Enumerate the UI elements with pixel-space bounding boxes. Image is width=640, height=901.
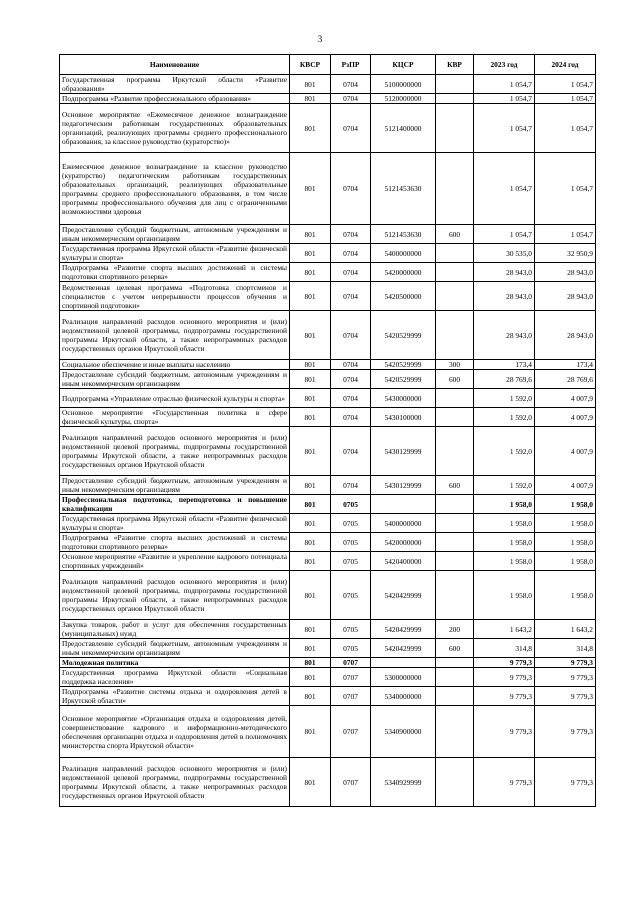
cell-2023: 30 535,0 [474,244,535,263]
cell-2024: 28 769,6 [535,370,596,389]
cell-kvsr: 801 [290,639,331,658]
table-row [60,427,596,476]
cell-kvsr: 801 [290,758,331,807]
cell-kvsr: 801 [290,571,331,620]
cell-kvr [436,408,474,427]
cell-kvr [436,706,474,758]
table-row [60,75,596,94]
cell-kcsr: 5420429999 [371,571,436,620]
cell-kvsr: 801 [290,668,331,687]
cell-kcsr: 5430129999 [371,427,436,476]
cell-2024: 28 943,0 [535,282,596,311]
cell-name: Профессиональная подготовка, переподготовка и повышение квалификации [60,495,290,514]
table-row [60,758,596,807]
table-row [60,533,596,552]
cell-kcsr: 5400000000 [371,514,436,533]
table-row [60,389,596,408]
cell-kcsr: 5100000000 [371,75,436,94]
cell-2024: 4 007,9 [535,389,596,408]
cell-kvr [436,427,474,476]
cell-kvsr: 801 [290,370,331,389]
cell-2024: 1 958,0 [535,514,596,533]
cell-2023: 1 054,7 [474,225,535,244]
cell-rzpr: 0704 [331,244,371,263]
cell-kvsr: 801 [290,389,331,408]
cell-kvsr: 801 [290,104,331,153]
cell-name: Реализация направлений расходов основного мероприятия и (или) ведомственной целевой программы, подпрограммы государственной программы Иркутской области, а также непрограммных расходов государственных органов Иркутской области [60,758,290,807]
cell-name: Ежемесячное денежное вознаграждение за классное руководство (кураторство) педагогическим работникам государственных образовательных организаций, реализующих образовательные программы среднего профессионального образования, в том числе программы профессионального обучения для лиц с ограниченными возможностями здоровья [60,153,290,225]
cell-2023: 28 769,6 [474,370,535,389]
cell-kvr [436,94,474,104]
cell-name: Социальное обеспечение и иные выплаты населению [60,360,290,370]
cell-rzpr: 0704 [331,263,371,282]
table-row [60,495,596,514]
cell-name: Реализация направлений расходов основного мероприятия и (или) ведомственной целевой программы, подпрограммы государственной программы Иркутской области, а также непрограммных расходов государственных органов Иркутской области [60,311,290,360]
cell-2024: 1 054,7 [535,104,596,153]
cell-2024: 314,8 [535,639,596,658]
table-row [60,620,596,639]
cell-kcsr: 5420500000 [371,282,436,311]
table-row [60,687,596,706]
cell-2024: 4 007,9 [535,427,596,476]
cell-kcsr: 5400000000 [371,244,436,263]
table-row [60,706,596,758]
cell-2024: 1 958,0 [535,552,596,571]
cell-rzpr: 0707 [331,706,371,758]
cell-kvsr: 801 [290,282,331,311]
cell-kvr [436,687,474,706]
cell-rzpr: 0707 [331,758,371,807]
cell-name: Реализация направлений расходов основного мероприятия и (или) ведомственной целевой программы, подпрограммы государственной программы Иркутской области, а также непрограммных расходов государственных органов Иркутской области [60,427,290,476]
table-row [60,658,596,668]
table-row [60,360,596,370]
cell-2023: 1 592,0 [474,427,535,476]
cell-name: Подпрограмма «Развитие спорта высших достижений и системы подготовки спортивного резерва» [60,533,290,552]
cell-kvr [436,495,474,514]
cell-name: Реализация направлений расходов основного мероприятия и (или) ведомственной целевой программы, подпрограммы государственной программы Иркутской области, а также непрограммных расходов государственных органов Иркутской области [60,571,290,620]
cell-kcsr: 5121400000 [371,104,436,153]
cell-name: Предоставление субсидий бюджетным, автономным учреждениям и иным некоммерческим организациям [60,639,290,658]
cell-2023: 28 943,0 [474,282,535,311]
cell-kvsr: 801 [290,552,331,571]
cell-kvsr: 801 [290,263,331,282]
cell-kvr: 600 [436,370,474,389]
cell-2023: 28 943,0 [474,263,535,282]
cell-kvr [436,758,474,807]
cell-2023: 1 643,2 [474,620,535,639]
cell-name: Подпрограмма «Развитие профессионального образования» [60,94,290,104]
cell-kvsr: 801 [290,706,331,758]
cell-kcsr: 5420429999 [371,639,436,658]
cell-2023: 1 958,0 [474,495,535,514]
cell-2024: 9 779,3 [535,658,596,668]
cell-2024: 173,4 [535,360,596,370]
cell-kvsr: 801 [290,495,331,514]
cell-kvsr: 801 [290,620,331,639]
cell-kcsr: 5420000000 [371,263,436,282]
cell-2023: 9 779,3 [474,706,535,758]
cell-2023: 9 779,3 [474,687,535,706]
cell-kvsr: 801 [290,153,331,225]
cell-2023: 1 958,0 [474,533,535,552]
cell-kvsr: 801 [290,533,331,552]
cell-rzpr: 0704 [331,225,371,244]
cell-2023: 1 054,7 [474,94,535,104]
table-row [60,153,596,225]
table-row [60,370,596,389]
table-row [60,244,596,263]
cell-kvr: 600 [436,639,474,658]
cell-kcsr: 5121453630 [371,153,436,225]
cell-2023: 9 779,3 [474,668,535,687]
cell-rzpr: 0704 [331,389,371,408]
header-2023: 2023 год [474,55,535,75]
cell-rzpr: 0704 [331,104,371,153]
cell-2023: 1 054,7 [474,153,535,225]
table-row [60,476,596,495]
cell-rzpr: 0704 [331,153,371,225]
cell-name: Предоставление субсидий бюджетным, автономным учреждениям и иным некоммерческим организациям [60,225,290,244]
cell-rzpr: 0707 [331,687,371,706]
cell-rzpr: 0704 [331,94,371,104]
table-row [60,571,596,620]
cell-rzpr: 0704 [331,476,371,495]
cell-rzpr: 0704 [331,370,371,389]
cell-kvr: 300 [436,360,474,370]
cell-name: Подпрограмма «Управление отраслью физической культуры и спорта» [60,389,290,408]
cell-kvr [436,104,474,153]
header-kcsr: КЦСР [371,55,436,75]
cell-kcsr: 5120000000 [371,94,436,104]
cell-2024: 9 779,3 [535,706,596,758]
cell-kcsr: 5420529999 [371,360,436,370]
cell-name: Основное мероприятие «Организация отдыха и оздоровления детей, совершенствование кадрового и информационно-методического обеспечения организации отдыха и оздоровления детей в полномочиях министерства спорта Иркутской области» [60,706,290,758]
cell-kcsr [371,658,436,668]
cell-kvsr: 801 [290,94,331,104]
cell-name: Государственная программа Иркутской области «Развитие физической культуры и спорта» [60,244,290,263]
cell-rzpr: 0705 [331,620,371,639]
cell-2024: 9 779,3 [535,668,596,687]
cell-name: Предоставление субсидий бюджетным, автономным учреждениям и иным некоммерческим организациям [60,476,290,495]
cell-name: Ведомственная целевая программа «Подготовка спортсменов и специалистов с учетом непрерывности процессов обучения и спортивной подготовки» [60,282,290,311]
table-row [60,514,596,533]
cell-2023: 1 958,0 [474,514,535,533]
table-row [60,311,596,360]
cell-2024: 9 779,3 [535,687,596,706]
cell-kvr [436,311,474,360]
table-row [60,639,596,658]
cell-kcsr: 5340929999 [371,758,436,807]
cell-kvr: 600 [436,225,474,244]
cell-kvsr: 801 [290,408,331,427]
cell-2023: 1 958,0 [474,571,535,620]
cell-kvsr: 801 [290,244,331,263]
cell-kvsr: 801 [290,225,331,244]
table-row [60,225,596,244]
page-number: 3 [317,34,323,44]
cell-rzpr: 0707 [331,658,371,668]
cell-kvsr: 801 [290,658,331,668]
table-header-row [60,55,596,75]
cell-2023: 28 943,0 [474,311,535,360]
cell-kvr [436,533,474,552]
cell-name: Государственная программа Иркутской области «Развитие образования» [60,75,290,94]
cell-2023: 1 592,0 [474,389,535,408]
header-kvsr: КВСР [290,55,331,75]
cell-rzpr: 0704 [331,75,371,94]
cell-name: Предоставление субсидий бюджетным, автономным учреждениям и иным некоммерческим организациям [60,370,290,389]
cell-rzpr: 0704 [331,360,371,370]
cell-2024: 1 643,2 [535,620,596,639]
cell-name: Государственная программа Иркутской области «Социальная поддержка населения» [60,668,290,687]
cell-rzpr: 0705 [331,495,371,514]
cell-2024: 1 054,7 [535,225,596,244]
table-body [60,75,596,807]
cell-kvr [436,153,474,225]
cell-kvr [436,282,474,311]
cell-kvr [436,389,474,408]
cell-name: Основное мероприятие «Государственная политика в сфере физической культуры, спорта» [60,408,290,427]
table-row [60,263,596,282]
cell-kcsr: 5420529999 [371,370,436,389]
cell-kvsr: 801 [290,514,331,533]
cell-name: Основное мероприятие «Развитие и укрепление кадрового потенциала спортивных учреждений» [60,552,290,571]
cell-2024: 1 054,7 [535,94,596,104]
cell-name: Молодежная политика [60,658,290,668]
table-row [60,104,596,153]
cell-kcsr: 5430100000 [371,408,436,427]
cell-name: Подпрограмма «Развитие системы отдыха и оздоровления детей в Иркутской области» [60,687,290,706]
header-name: Наименование [60,55,290,75]
cell-kcsr: 5430129999 [371,476,436,495]
cell-rzpr: 0705 [331,533,371,552]
table-row [60,94,596,104]
table-row [60,408,596,427]
cell-2023: 1 958,0 [474,552,535,571]
cell-kvr [436,668,474,687]
cell-kvr: 200 [436,620,474,639]
cell-2024: 32 950,9 [535,244,596,263]
cell-rzpr: 0705 [331,552,371,571]
cell-2024: 1 054,7 [535,75,596,94]
cell-kvsr: 801 [290,427,331,476]
cell-kcsr [371,495,436,514]
header-2024: 2024 год [535,55,596,75]
cell-2024: 28 943,0 [535,263,596,282]
cell-kvr [436,552,474,571]
cell-kvsr: 801 [290,687,331,706]
cell-2024: 1 054,7 [535,153,596,225]
cell-rzpr: 0704 [331,311,371,360]
cell-rzpr: 0704 [331,408,371,427]
cell-kvr [436,658,474,668]
cell-kcsr: 5430000000 [371,389,436,408]
cell-2024: 9 779,3 [535,758,596,807]
cell-rzpr: 0705 [331,639,371,658]
cell-rzpr: 0705 [331,571,371,620]
cell-2023: 1 054,7 [474,104,535,153]
cell-2023: 9 779,3 [474,658,535,668]
cell-rzpr: 0705 [331,514,371,533]
cell-rzpr: 0707 [331,668,371,687]
header-rzpr: РзПР [331,55,371,75]
cell-kcsr: 5300000000 [371,668,436,687]
table-row [60,282,596,311]
cell-kcsr: 5121453630 [371,225,436,244]
cell-kcsr: 5420429999 [371,620,436,639]
cell-2024: 4 007,9 [535,476,596,495]
cell-kvr [436,571,474,620]
cell-kvsr: 801 [290,75,331,94]
table-row [60,668,596,687]
cell-2024: 1 958,0 [535,571,596,620]
cell-kcsr: 5420000000 [371,533,436,552]
cell-kvr [436,263,474,282]
cell-kvr [436,75,474,94]
cell-2023: 1 054,7 [474,75,535,94]
cell-name: Подпрограмма «Развитие спорта высших достижений и системы подготовки спортивного резерва» [60,263,290,282]
cell-kcsr: 5420400000 [371,552,436,571]
cell-2023: 173,4 [474,360,535,370]
cell-kvsr: 801 [290,476,331,495]
table-row [60,552,596,571]
cell-2023: 314,8 [474,639,535,658]
cell-rzpr: 0704 [331,427,371,476]
cell-2023: 1 592,0 [474,476,535,495]
cell-name: Государственная программа Иркутской области «Развитие физической культуры и спорта» [60,514,290,533]
cell-rzpr: 0704 [331,282,371,311]
header-kvr: КВР [436,55,474,75]
cell-kvsr: 801 [290,311,331,360]
cell-kvr [436,244,474,263]
cell-2024: 1 958,0 [535,533,596,552]
cell-2024: 1 958,0 [535,495,596,514]
cell-2024: 4 007,9 [535,408,596,427]
cell-kcsr: 5340900000 [371,706,436,758]
cell-name: Закупка товаров, работ и услуг для обеспечения государственных (муниципальных) нужд [60,620,290,639]
cell-name: Основное мероприятие «Ежемесячное денежное вознаграждение педагогическим работникам государственных образовательных организаций, реализующих программы среднего профессионального образования, за классное руководство (кураторство)» [60,104,290,153]
cell-2023: 1 592,0 [474,408,535,427]
cell-kvr [436,514,474,533]
cell-kvr: 600 [436,476,474,495]
cell-2024: 28 943,0 [535,311,596,360]
cell-2023: 9 779,3 [474,758,535,807]
cell-kcsr: 5340000000 [371,687,436,706]
budget-table [59,54,596,807]
cell-kvsr: 801 [290,360,331,370]
cell-kcsr: 5420529999 [371,311,436,360]
